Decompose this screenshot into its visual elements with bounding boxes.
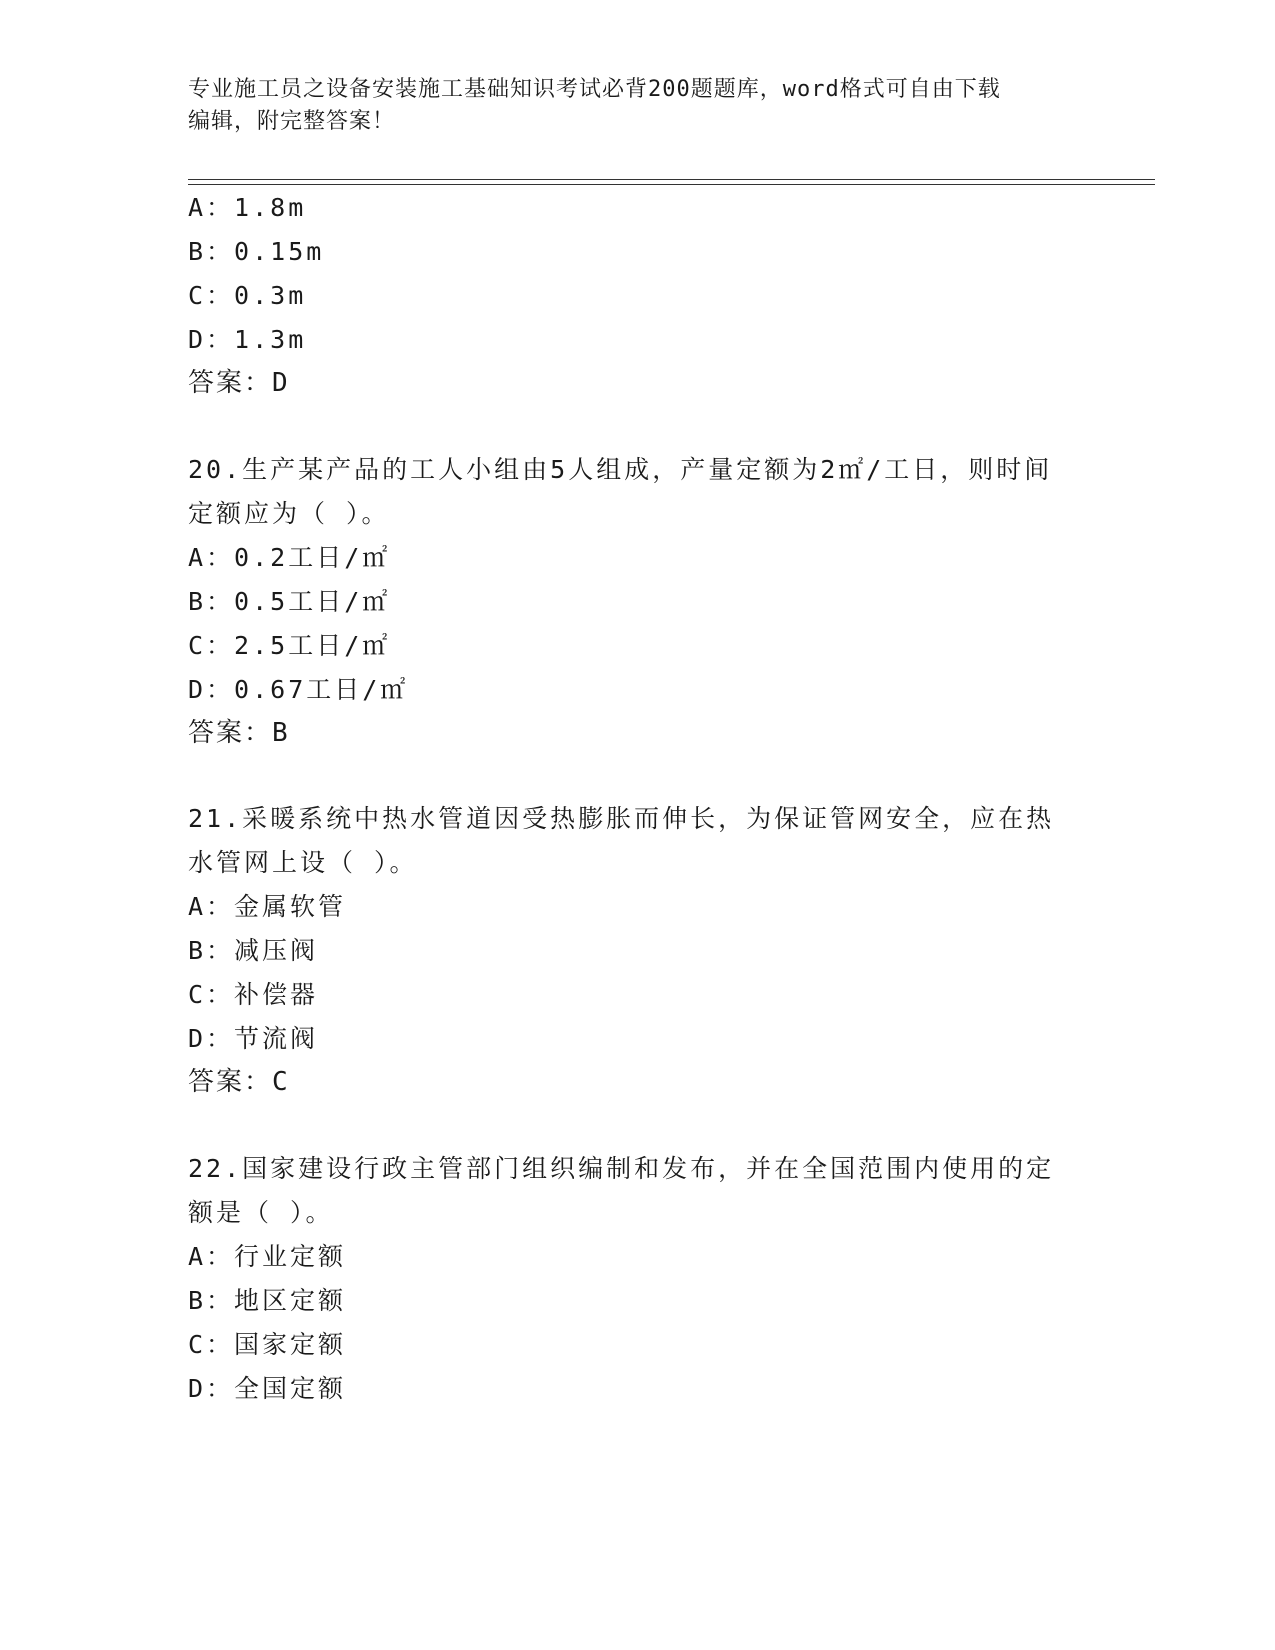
q21-answer: 答案：C (188, 1067, 290, 1097)
q22-option-d: D：全国定额 (188, 1374, 347, 1403)
q20-option-c: C：2.5工日/㎡ (188, 631, 391, 660)
document-header (188, 74, 1088, 138)
q19-answer: 答案：D (188, 368, 290, 398)
q20-option-b: B：0.5工日/㎡ (188, 587, 391, 616)
q19-option-b: B：0.15m (188, 237, 325, 266)
q19-option-d: D：1.3m (188, 325, 307, 354)
q21-option-d: D：节流阀 (188, 1024, 319, 1053)
q19-option-a: A：1.8m (188, 193, 307, 222)
q21-stem-line-1: 21.采暖系统中热水管道因受热膨胀而伸长，为保证管网安全，应在热 (188, 804, 1055, 833)
q21-option-b: B：减压阀 (188, 936, 319, 965)
q22-option-a: A：行业定额 (188, 1242, 347, 1271)
header-divider-bottom (188, 184, 1155, 185)
q20-stem-line-1: 20.生产某产品的工人小组由5人组成，产量定额为2㎡/工日，则时间 (188, 455, 1053, 484)
q21-stem-line-2: 水管网上设（ ）。 (188, 848, 418, 877)
q20-option-d: D：0.67工日/㎡ (188, 675, 409, 704)
header-title-line-1: 专业施工员之设备安装施工基础知识考试必背200题题库，word格式可自由下载 (188, 77, 1001, 102)
q21-option-c: C：补偿器 (188, 980, 319, 1009)
q22-stem-line-1: 22.国家建设行政主管部门组织编制和发布，并在全国范围内使用的定 (188, 1154, 1055, 1183)
header-title-line-2: 编辑，附完整答案！ (188, 109, 396, 134)
q21-option-a: A：金属软管 (188, 892, 347, 921)
q19-option-c: C：0.3m (188, 281, 307, 310)
q22-stem-line-2: 额是（ ）。 (188, 1198, 334, 1227)
q20-answer: 答案：B (188, 718, 290, 748)
q20-stem-line-2: 定额应为（ ）。 (188, 499, 390, 528)
q22-option-b: B：地区定额 (188, 1286, 347, 1315)
q20-option-a: A：0.2工日/㎡ (188, 543, 391, 572)
q22-option-c: C：国家定额 (188, 1330, 347, 1359)
header-divider-top (188, 179, 1155, 180)
